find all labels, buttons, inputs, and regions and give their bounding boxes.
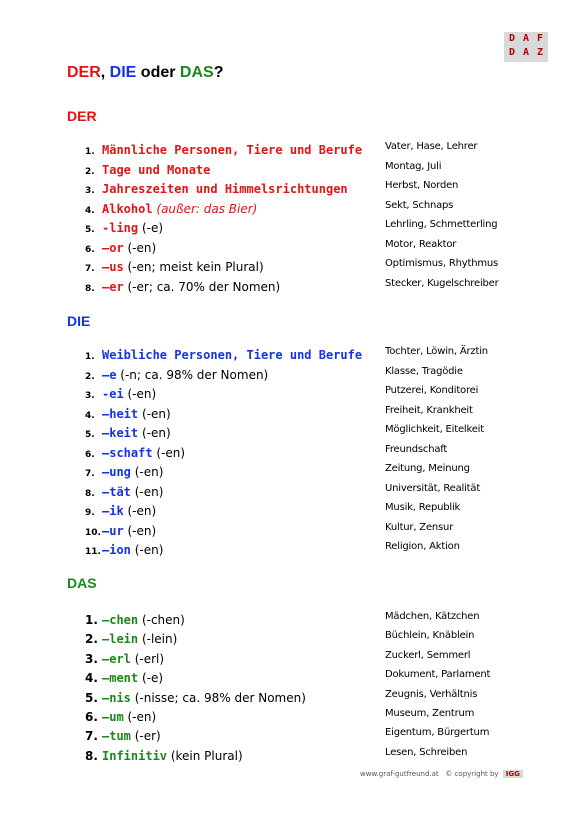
- item-detail: (-en): [138, 406, 171, 421]
- item-number: 6.: [85, 710, 98, 724]
- item-detail: (-en): [130, 484, 164, 499]
- item-detail: (-en): [138, 426, 171, 440]
- item-detail: (-e): [138, 671, 164, 686]
- item-key: –ur: [102, 523, 124, 538]
- item-detail: (außer: das Bier): [152, 201, 258, 216]
- list-item: [85, 500, 156, 519]
- item-examples: Putzerei, Konditorei: [385, 385, 479, 396]
- page-title: [67, 64, 223, 82]
- logo-letter: F: [536, 33, 544, 44]
- item-examples: Möglichkeit, Eitelkeit: [385, 424, 484, 435]
- item-key: –tät: [102, 484, 131, 499]
- item-key: –nis: [102, 690, 131, 705]
- item-detail: (kein Plural): [167, 748, 243, 763]
- title-oder: oder: [136, 64, 180, 81]
- logo-letter: D: [508, 33, 516, 44]
- item-examples: Zuckerl, Semmerl: [385, 649, 471, 661]
- item-key: –tum: [102, 729, 131, 744]
- item-number: 1.: [85, 147, 95, 157]
- item-detail: (-en): [152, 445, 186, 460]
- item-detail: (-en): [123, 504, 157, 518]
- item-examples: Motor, Reaktor: [385, 238, 457, 250]
- item-detail: (-e): [138, 221, 164, 235]
- footer-copyright: © copyright by: [445, 770, 499, 778]
- section-heading-die: DIE: [67, 313, 91, 329]
- list-item: [85, 725, 161, 744]
- list-item: [85, 706, 156, 725]
- item-examples: Lesen, Schreiben: [385, 746, 468, 758]
- item-number: 5.: [85, 430, 95, 440]
- item-number: 7.: [85, 729, 98, 744]
- item-examples: Kultur, Zensur: [385, 521, 454, 533]
- item-examples: Klasse, Tragödie: [385, 365, 463, 377]
- item-detail: (-n; ca. 98% der Nomen): [116, 367, 269, 382]
- list-item: [85, 217, 163, 236]
- item-key: Weibliche Personen, Tiere und Berufe: [102, 348, 363, 362]
- list-item: [85, 276, 280, 295]
- list-item: [85, 139, 362, 158]
- item-key: -ei: [102, 387, 124, 401]
- footer-brand: IGG: [503, 770, 523, 778]
- list-item: [85, 539, 163, 558]
- section-heading-der: DER: [67, 108, 97, 124]
- item-number: 11.: [85, 547, 101, 557]
- list-item: [85, 481, 163, 500]
- item-examples: Freundschaft: [385, 443, 448, 455]
- item-detail: (-nisse; ca. 98% der Nomen): [130, 690, 306, 705]
- item-number: 8.: [85, 748, 98, 763]
- title-question-mark: ?: [213, 64, 224, 81]
- list-item: [85, 628, 177, 647]
- list-item: [85, 237, 156, 256]
- item-detail: (-en): [130, 543, 164, 557]
- title-das: DAS: [179, 64, 214, 81]
- item-number: 8.: [85, 488, 95, 499]
- list-item: [85, 745, 243, 764]
- list-item: [85, 344, 362, 363]
- footer: [360, 770, 523, 778]
- item-number: 3.: [85, 651, 98, 666]
- item-detail: (-en): [123, 387, 157, 401]
- logo-letter: A: [522, 33, 530, 44]
- item-key: –ion: [102, 543, 131, 557]
- item-examples: Büchlein, Knäblein: [385, 630, 475, 642]
- item-examples: Eigentum, Bürgertum: [385, 727, 490, 739]
- item-number: 10.: [85, 527, 101, 538]
- item-examples: Zeugnis, Verhältnis: [385, 688, 478, 700]
- item-examples: Mädchen, Kätzchen: [385, 611, 480, 622]
- logo-letter: A: [522, 47, 530, 58]
- item-number: 6.: [85, 449, 95, 460]
- item-number: 8.: [85, 283, 95, 294]
- list-item: [85, 687, 306, 706]
- item-number: 4.: [85, 671, 98, 686]
- item-detail: (-er): [130, 729, 161, 744]
- item-detail: (-en): [123, 523, 157, 538]
- item-detail: (-er; ca. 70% der Nomen): [123, 279, 281, 294]
- item-examples: Freiheit, Krankheit: [385, 404, 473, 416]
- item-key: –or: [102, 240, 124, 255]
- list-item: [85, 364, 268, 383]
- list-item: [85, 461, 163, 480]
- list-item: [85, 648, 164, 667]
- item-number: 6.: [85, 244, 95, 255]
- item-key: –e: [102, 367, 117, 382]
- item-key: –us: [102, 260, 124, 274]
- item-number: 3.: [85, 186, 95, 196]
- item-detail: (-erl): [130, 651, 165, 666]
- item-examples: Vater, Hase, Lehrer: [385, 141, 478, 152]
- item-examples: Optimismus, Rhythmus: [385, 258, 499, 269]
- title-die: DIE: [109, 64, 137, 81]
- item-key: –erl: [102, 651, 131, 666]
- item-detail: (-en): [130, 465, 164, 479]
- footer-url: www.graf-gutfreund.at: [360, 770, 439, 778]
- item-key: Männliche Personen, Tiere und Berufe: [102, 143, 363, 157]
- item-number: 1.: [85, 352, 95, 362]
- item-detail: (-en; meist kein Plural): [123, 260, 264, 274]
- item-key: Infinitiv: [102, 748, 168, 763]
- item-key: –chen: [102, 613, 139, 627]
- item-number: 9.: [85, 508, 95, 518]
- item-examples: Montag, Juli: [385, 160, 442, 172]
- item-number: 4.: [85, 410, 95, 421]
- item-examples: Lehrling, Schmetterling: [385, 219, 498, 230]
- item-examples: Museum, Zentrum: [385, 708, 475, 719]
- list-item: [85, 520, 156, 539]
- item-examples: Dokument, Parlament: [385, 669, 491, 681]
- item-key: –schaft: [102, 445, 153, 460]
- item-key: –keit: [102, 426, 139, 440]
- item-detail: (-chen): [138, 613, 185, 627]
- item-key: –ung: [102, 465, 131, 479]
- list-item: [85, 178, 348, 197]
- item-examples: Sekt, Schnaps: [385, 199, 454, 211]
- item-examples: Religion, Aktion: [385, 541, 460, 552]
- item-number: 7.: [85, 264, 95, 274]
- item-key: Jahreszeiten und Himmelsrichtungen: [102, 182, 348, 196]
- item-number: 7.: [85, 469, 95, 479]
- section-heading-das: DAS: [67, 575, 97, 591]
- item-number: 5.: [85, 225, 95, 235]
- item-detail: (-en): [123, 240, 157, 255]
- list-item: [85, 609, 185, 628]
- item-number: 4.: [85, 205, 95, 216]
- item-key: –ment: [102, 671, 139, 686]
- item-examples: Tochter, Löwin, Ärztin: [385, 346, 488, 357]
- list-item: [85, 198, 257, 217]
- title-der: DER: [67, 64, 101, 81]
- item-number: 2.: [85, 166, 95, 177]
- item-examples: Stecker, Kugelschreiber: [385, 277, 499, 289]
- list-item: [85, 383, 156, 402]
- list-item: [85, 667, 163, 686]
- item-examples: Herbst, Norden: [385, 180, 459, 191]
- item-number: 3.: [85, 391, 95, 401]
- item-examples: Musik, Republik: [385, 502, 461, 513]
- item-number: 1.: [85, 613, 98, 627]
- item-key: -ling: [102, 221, 139, 235]
- logo-letter: D: [508, 47, 516, 58]
- item-number: 2.: [85, 371, 95, 382]
- item-key: –um: [102, 710, 124, 724]
- title-separator: ,: [100, 64, 110, 81]
- item-examples: Zeitung, Meinung: [385, 463, 470, 474]
- item-detail: (-lein): [138, 632, 178, 647]
- item-number: 2.: [85, 632, 98, 647]
- item-key: Alkohol: [102, 201, 153, 216]
- item-number: 5.: [85, 690, 98, 705]
- item-key: –er: [102, 279, 124, 294]
- daf-daz-logo: [504, 32, 548, 62]
- logo-letter: Z: [536, 47, 544, 58]
- item-key: –ik: [102, 504, 124, 518]
- list-item: [85, 256, 264, 275]
- item-key: Tage und Monate: [102, 162, 211, 177]
- item-detail: (-en): [123, 710, 157, 724]
- list-item: [85, 442, 185, 461]
- item-key: –lein: [102, 632, 139, 647]
- item-key: –heit: [102, 406, 139, 421]
- item-examples: Universität, Realität: [385, 482, 481, 494]
- list-item: [85, 159, 210, 178]
- list-item: [85, 422, 171, 441]
- list-item: [85, 403, 171, 422]
